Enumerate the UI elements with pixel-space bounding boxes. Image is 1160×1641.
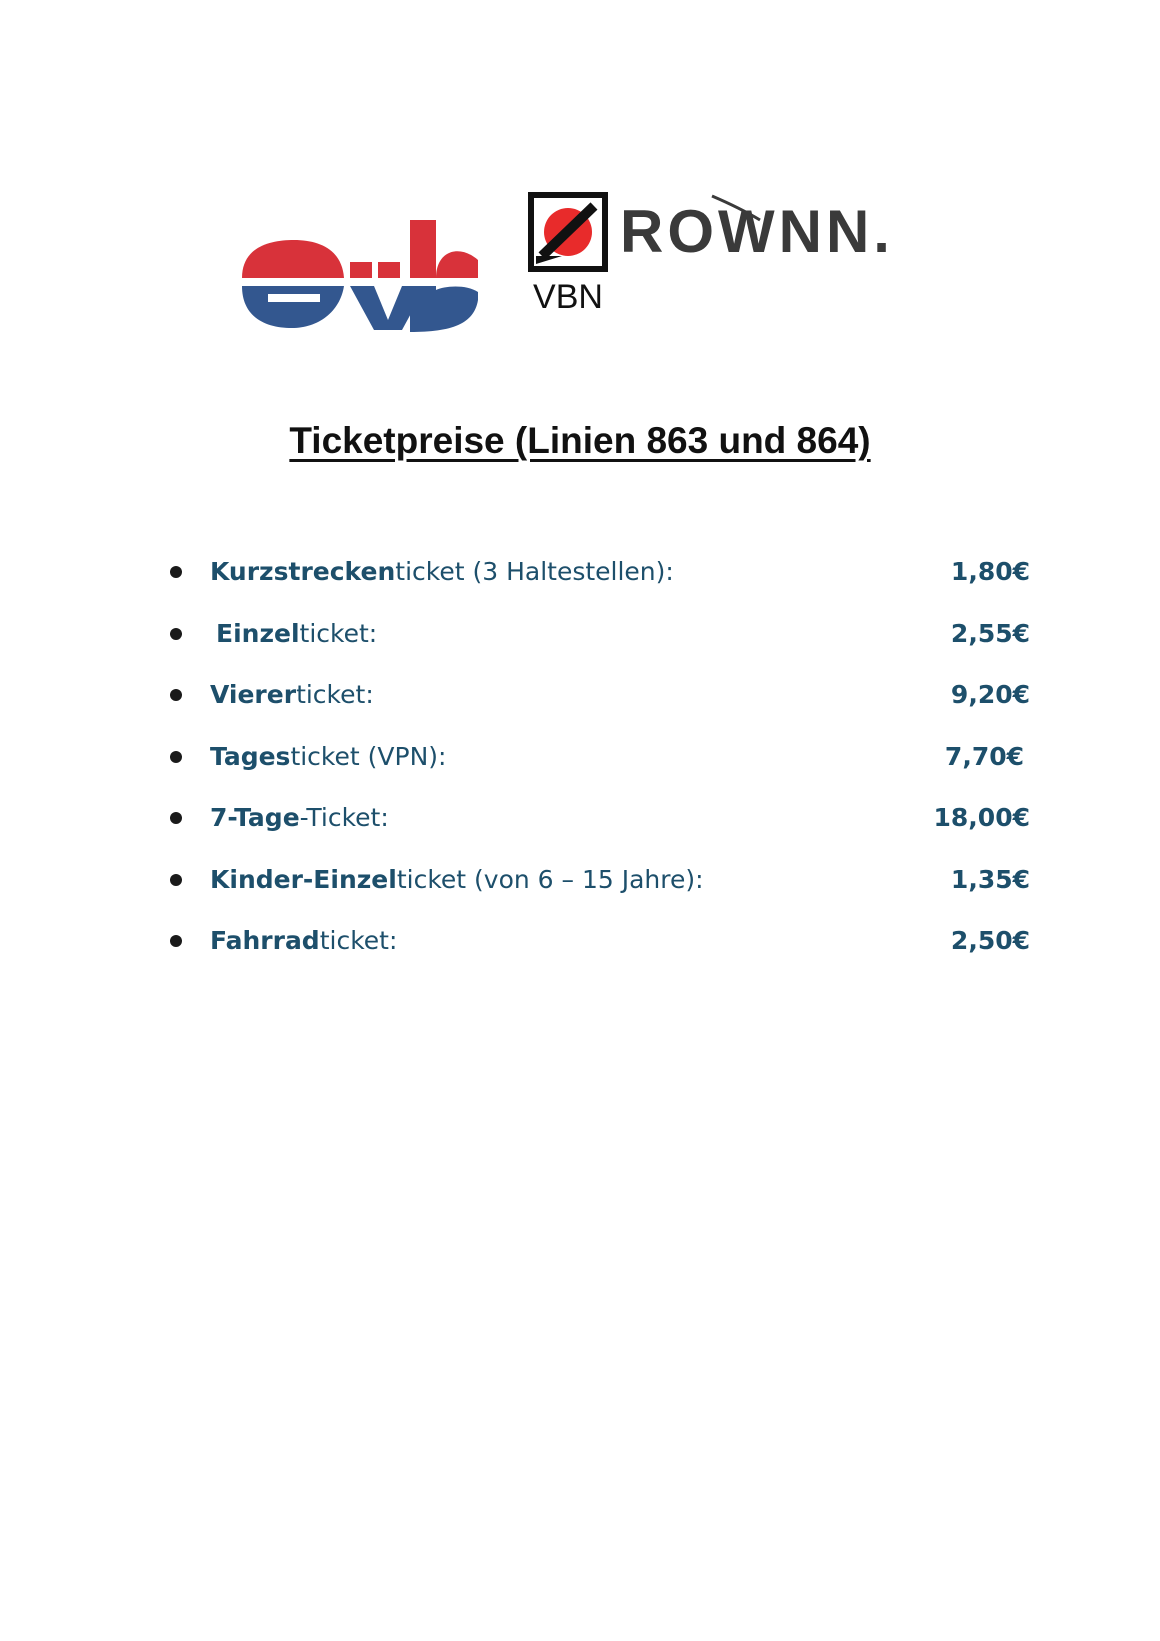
list-item (170, 556, 1030, 618)
ticket-label-rest: ticket (3 Haltestellen): (395, 557, 674, 586)
list-item (170, 741, 1030, 803)
rownn-logo (620, 190, 930, 270)
ticket-label (210, 925, 397, 957)
ticket-label-bold: Fahrrad (210, 926, 320, 955)
bullet-icon (170, 628, 182, 640)
rownn-logo-text: ROWNN. (620, 198, 894, 265)
bullet-icon (170, 566, 182, 578)
ticket-price: 2,50€ (950, 926, 1030, 955)
ticket-label-bold: Vierer (210, 680, 297, 709)
list-item (170, 618, 1030, 680)
ticket-label-bold: Kurzstrecken (210, 557, 396, 586)
ticket-label-bold: Kinder-Einzel (210, 864, 397, 894)
ticket-price: 1,35€ (950, 864, 1030, 894)
ticket-price: 9,20€ (950, 680, 1030, 709)
list-item (170, 925, 1030, 987)
ticket-label (216, 618, 377, 650)
ticket-label-bold: Tages (210, 741, 291, 771)
ticket-label-rest: ticket: (296, 680, 374, 709)
evb-logo (238, 220, 484, 332)
ticket-label-rest: ticket: (319, 926, 398, 955)
bullet-icon (170, 935, 182, 947)
vbn-logo-text: VBN (533, 278, 603, 316)
ticket-label (210, 556, 674, 588)
ticket-label-rest: ticket: (299, 618, 378, 648)
vbn-logo (528, 192, 608, 316)
ticket-price: 2,55€ (950, 618, 1030, 648)
list-item (170, 802, 1030, 864)
bullet-icon (170, 751, 182, 763)
ticket-price-list (170, 556, 1030, 987)
bullet-icon (170, 689, 182, 701)
ticket-price: 7,70€ (944, 741, 1024, 771)
list-item (170, 864, 1030, 926)
ticket-label-bold: Einzel (216, 618, 300, 648)
ticket-price: 18,00€ (933, 803, 1030, 832)
page-title: Ticketpreise (Linien 863 und 864) (289, 420, 871, 461)
ticket-label (210, 679, 374, 711)
bullet-icon (170, 812, 182, 824)
ticket-label (210, 802, 389, 834)
list-item (170, 679, 1030, 741)
bullet-icon (170, 874, 182, 886)
ticket-label (210, 741, 446, 773)
ticket-label (210, 864, 704, 896)
logo-bar (0, 180, 1160, 340)
ticket-label-rest: -Ticket: (299, 803, 389, 832)
ticket-price: 1,80€ (950, 557, 1030, 586)
ticket-label-bold: 7-Tage (210, 803, 300, 832)
ticket-label-rest: ticket (VPN): (290, 741, 447, 771)
ticket-label-rest: ticket (von 6 – 15 Jahre): (396, 864, 704, 894)
